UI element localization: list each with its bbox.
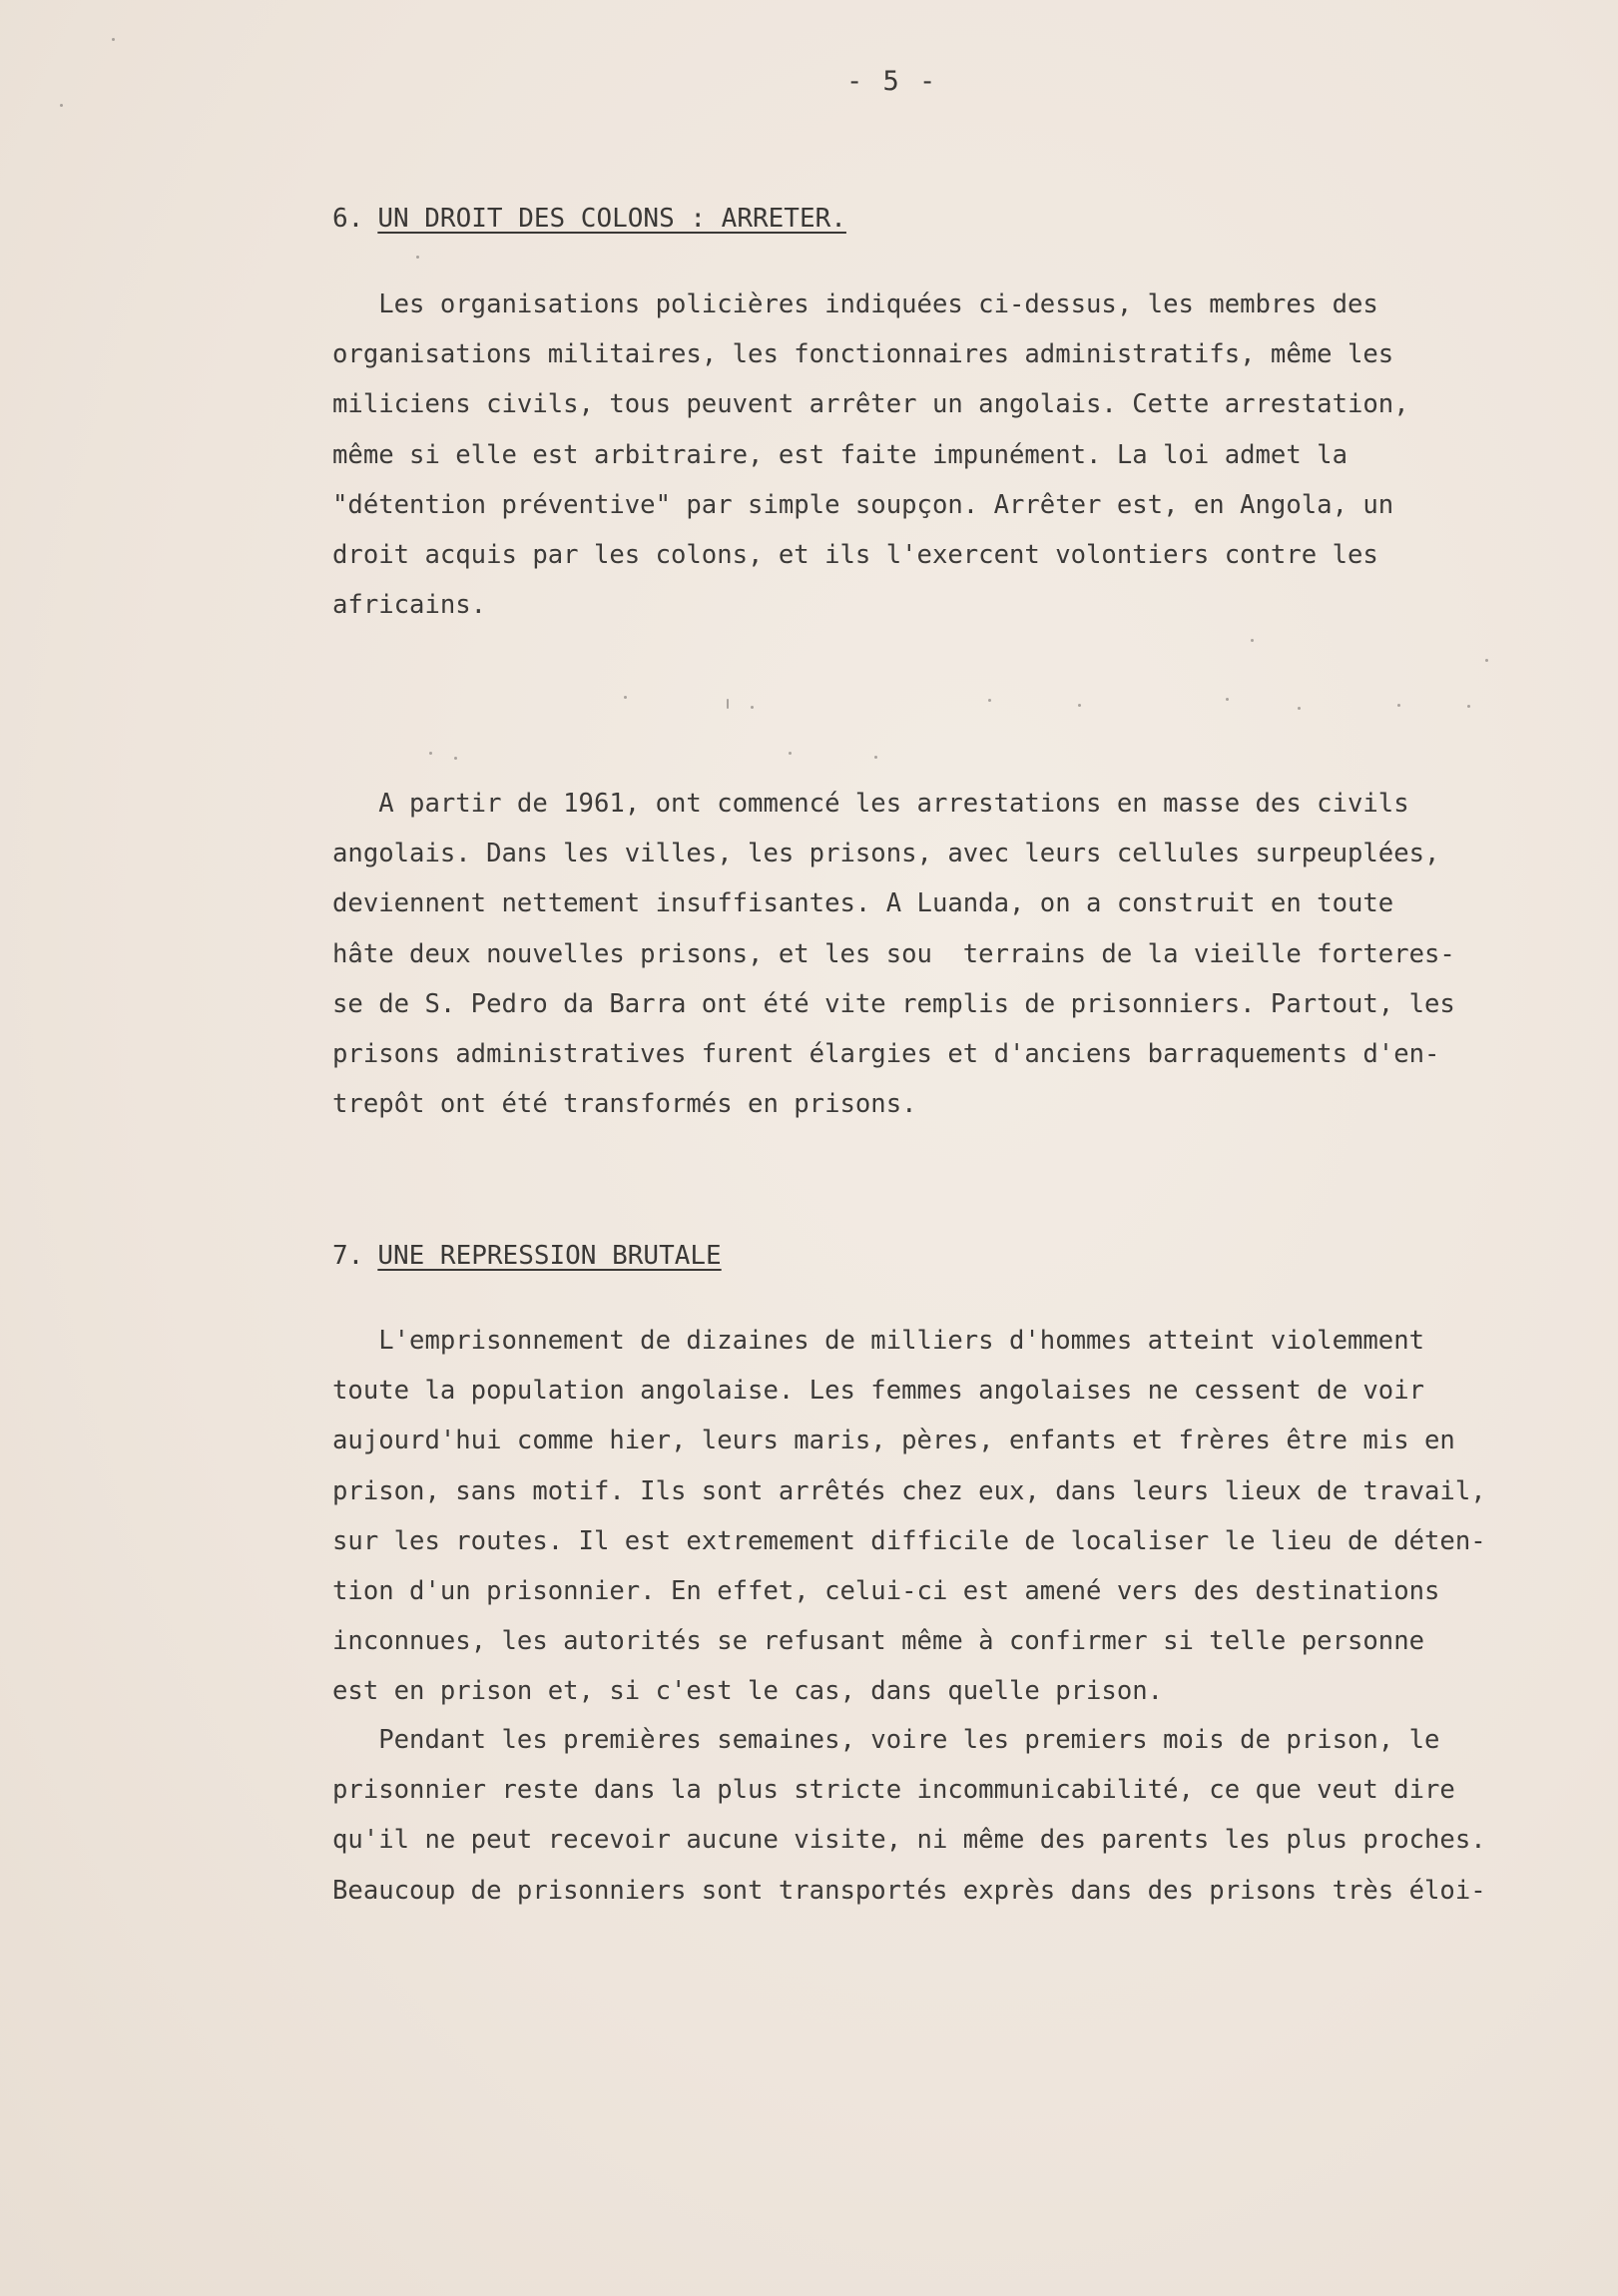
speck <box>1397 704 1400 707</box>
text-line: inconnues, les autorités se refusant même à confirmer si telle personne <box>332 1626 1425 1657</box>
speck <box>454 757 457 760</box>
text-line: organisations militaires, les fonctionnaires administratifs, même les <box>332 339 1394 370</box>
text-line: Les organisations policières indiquées ci-dessus, les membres des <box>332 289 1378 319</box>
speck <box>1298 707 1301 710</box>
text-line: est en prison et, si c'est le cas, dans quelle prison. <box>332 1676 1164 1707</box>
text-line: hâte deux nouvelles prisons, et les sou terrains de la vieille forteres- <box>332 938 1455 969</box>
page-number: - 5 - <box>846 66 938 97</box>
text-line: angolais. Dans les villes, les prisons, avec leurs cellules surpeuplées, <box>332 839 1440 869</box>
speck <box>416 256 419 259</box>
speck <box>751 706 754 709</box>
text-line: A partir de 1961, ont commencé les arrestations en masse des civils <box>332 789 1409 819</box>
text-line: miliciens civils, tous peuvent arrêter un angolais. Cette arrestation, <box>332 389 1409 420</box>
speck <box>429 752 432 755</box>
speck <box>1078 704 1081 707</box>
text-line: africains. <box>332 590 487 621</box>
section-heading-6 <box>332 204 846 234</box>
text-line: "détention préventive" par simple soupçon. Arrêter est, en Angola, un <box>332 489 1394 520</box>
paragraph <box>332 779 1600 1129</box>
text-line: droit acquis par les colons, et ils l'exercent volontiers contre les <box>332 540 1378 571</box>
paragraph <box>332 1316 1600 1717</box>
text-line: aujourd'hui comme hier, leurs maris, pères, enfants et frères être mis en <box>332 1426 1455 1456</box>
text-line: tion d'un prisonnier. En effet, celui-ci est amené vers des destinations <box>332 1576 1440 1607</box>
speck <box>1467 705 1470 708</box>
text-line: qu'il ne peut recevoir aucune visite, ni même des parents les plus proches. <box>332 1825 1486 1856</box>
speck <box>60 104 63 107</box>
text-line: prisons administratives furent élargies et d'anciens barraquements d'en- <box>332 1039 1440 1070</box>
speck <box>112 38 115 41</box>
speck <box>874 756 877 759</box>
text-line: se de S. Pedro da Barra ont été vite remplis de prisonniers. Partout, les <box>332 988 1455 1019</box>
speck <box>988 699 991 702</box>
speck <box>624 696 627 699</box>
section-number: 7. <box>332 1241 364 1271</box>
text-line: deviennent nettement insuffisantes. A Luanda, on a construit en toute <box>332 888 1394 919</box>
text-line: prisonnier reste dans la plus stricte incommunicabilité, ce que veut dire <box>332 1775 1455 1806</box>
text-line: Pendant les premières semaines, voire les premiers mois de prison, le <box>332 1725 1440 1755</box>
section-heading-7 <box>332 1241 722 1271</box>
speck <box>1226 698 1229 701</box>
paragraph <box>332 1715 1600 1916</box>
text-line: trepôt ont été transformés en prisons. <box>332 1089 917 1120</box>
section-number: 6. <box>332 204 364 234</box>
text-line: prison, sans motif. Ils sont arrêtés chez eux, dans leurs lieux de travail, <box>332 1475 1486 1506</box>
paragraph <box>332 280 1600 630</box>
section-title: UN DROIT DES COLONS : ARRETER. <box>377 204 846 234</box>
section-title: UNE REPRESSION BRUTALE <box>377 1241 722 1271</box>
text-line: L'emprisonnement de dizaines de milliers d'hommes atteint violemment <box>332 1326 1425 1356</box>
speck <box>1485 659 1488 662</box>
speck <box>1251 639 1254 642</box>
speck <box>789 752 792 755</box>
speck <box>727 699 729 709</box>
text-line: toute la population angolaise. Les femmes angolaises ne cessent de voir <box>332 1376 1425 1407</box>
text-line: Beaucoup de prisonniers sont transportés exprès dans des prisons très éloi- <box>332 1875 1486 1906</box>
text-line: sur les routes. Il est extremement difficile de localiser le lieu de déten- <box>332 1525 1486 1556</box>
text-line: même si elle est arbitraire, est faite impunément. La loi admet la <box>332 439 1348 470</box>
